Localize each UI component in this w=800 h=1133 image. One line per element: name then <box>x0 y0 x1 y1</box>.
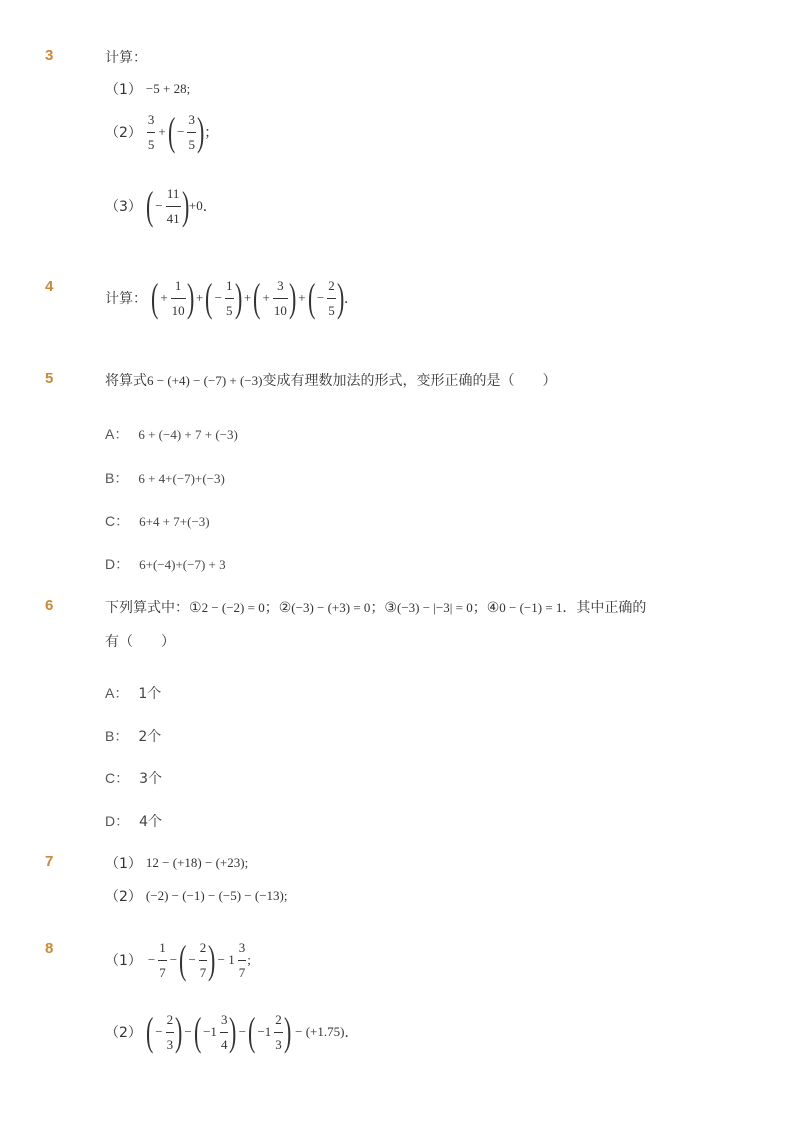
mixed-number-whole: −1 <box>203 1024 217 1039</box>
part-label: （2） <box>105 889 142 905</box>
question-text-line2: 有（ ） <box>105 634 175 650</box>
question-number: 7 <box>45 853 54 870</box>
q3-part3 <box>105 183 221 228</box>
operator: + <box>262 290 270 305</box>
option-d[interactable]: D： 6+(−4)+(−7) + 3 <box>105 556 226 572</box>
question-number: 8 <box>45 940 54 957</box>
fraction: $\frac{1}{7}$ <box>159 939 166 980</box>
fraction: $\frac{2}{3}$ <box>166 1011 174 1052</box>
operator: − <box>188 952 196 967</box>
part-label: （1） <box>105 82 142 98</box>
punctuation: ． <box>344 1025 359 1041</box>
q3-part2 <box>105 109 222 154</box>
fraction: $\frac{3}{10}$ <box>273 277 287 318</box>
question-text: 下列算式中：①2 − (−2) = 0；②(−3) − (+3) = 0；③(−3) − |−3| = 0；④0 − (−1) = 1．其中正确的 <box>105 600 647 616</box>
question-number: 6 <box>45 597 54 614</box>
left-paren: ( <box>193 1009 202 1054</box>
question-number: 4 <box>45 278 54 295</box>
operator: − <box>155 1024 163 1039</box>
q4-expression <box>105 275 362 320</box>
q8-part1 <box>105 937 251 982</box>
operator: − <box>214 290 223 305</box>
math-expression: (−2) − (−1) − (−5) − (−13); <box>145 888 288 903</box>
left-paren: ( <box>179 937 187 982</box>
operator: − <box>169 952 178 967</box>
operator: − <box>147 952 156 967</box>
part-label: （3） <box>105 199 142 215</box>
right-paren: ) <box>175 1009 183 1054</box>
left-paren: ( <box>145 183 154 228</box>
right-paren: ) <box>208 937 216 982</box>
q7-part1 <box>105 853 248 873</box>
punctuation: ． <box>202 199 217 215</box>
option-a[interactable]: A： 6 + (−4) + 7 + (−3) <box>105 426 238 442</box>
right-paren: ) <box>336 275 345 320</box>
operator: − <box>238 1024 247 1039</box>
operator: − 1 <box>217 952 235 967</box>
fraction: $\frac{11}{41}$ <box>166 185 180 226</box>
option-d[interactable]: D： 4个 <box>105 813 163 830</box>
punctuation: ； <box>204 125 219 141</box>
q8-part2 <box>105 1009 362 1054</box>
math-expression: − (+1.75) <box>295 1024 345 1039</box>
operator: − <box>177 124 185 139</box>
math-expression: 12 − (+18) − (+23); <box>145 855 249 870</box>
option-c[interactable]: C： 3个 <box>105 770 163 787</box>
q3-part1 <box>105 79 190 99</box>
fraction: $\frac{3}{5}$ <box>147 111 155 152</box>
operator: − <box>184 1024 192 1039</box>
operator: − <box>155 198 163 213</box>
right-paren: ) <box>288 275 297 320</box>
right-paren: ) <box>196 109 205 154</box>
punctuation: ; <box>247 952 251 967</box>
right-paren: ) <box>234 275 242 320</box>
question-title: 计算： <box>105 50 147 66</box>
fraction: $\frac{1}{5}$ <box>226 277 233 318</box>
fraction: $\frac{3}{5}$ <box>188 111 195 152</box>
operator: + <box>158 124 166 139</box>
text: 变成有理数加法的形式，变形正确的是（ ） <box>262 373 557 389</box>
left-paren: ( <box>307 275 315 320</box>
question-number: 5 <box>45 370 54 387</box>
right-paren: ) <box>186 275 195 320</box>
fraction: $\frac{2}{7}$ <box>199 939 207 980</box>
question-title: 计算： <box>105 291 147 307</box>
operator: + <box>298 290 306 305</box>
right-paren: ) <box>229 1009 237 1054</box>
part-label: （2） <box>105 1025 142 1041</box>
part-label: （1） <box>105 953 142 969</box>
text: 将算式 <box>105 373 147 389</box>
left-paren: ( <box>150 275 159 320</box>
math-expression: 6 − (+4) − (−7) + (−3) <box>147 373 263 388</box>
math-expression: +0 <box>188 198 203 213</box>
fraction: $\frac{1}{10}$ <box>171 277 185 318</box>
left-paren: ( <box>248 1009 256 1054</box>
question-number: 3 <box>45 47 54 64</box>
punctuation: ． <box>344 291 359 307</box>
math-expression: −5 + 28; <box>145 81 191 96</box>
left-paren: ( <box>205 275 213 320</box>
q7-part2 <box>105 886 288 906</box>
option-b[interactable]: B： 6 + 4+(−7)+(−3) <box>105 470 225 486</box>
fraction: $\frac{3}{7}$ <box>238 939 246 980</box>
left-paren: ( <box>253 275 261 320</box>
left-paren: ( <box>167 109 176 154</box>
part-label: （2） <box>105 125 142 141</box>
operator: + <box>160 290 168 305</box>
operator: + <box>243 290 252 305</box>
option-c[interactable]: C： 6+4 + 7+(−3) <box>105 513 210 529</box>
option-a[interactable]: A： 1个 <box>105 685 162 702</box>
left-paren: ( <box>145 1009 154 1054</box>
right-paren: ) <box>283 1009 292 1054</box>
part-label: （1） <box>105 856 142 872</box>
operator: + <box>196 290 204 305</box>
fraction: $\frac{3}{4}$ <box>220 1011 228 1052</box>
right-paren: ) <box>181 183 189 228</box>
operator: − <box>316 290 325 305</box>
mixed-number-whole: −1 <box>257 1024 272 1039</box>
fraction: $\frac{2}{5}$ <box>328 277 335 318</box>
fraction: $\frac{2}{3}$ <box>275 1011 282 1052</box>
option-b[interactable]: B： 2个 <box>105 728 162 745</box>
question-text <box>105 370 556 390</box>
